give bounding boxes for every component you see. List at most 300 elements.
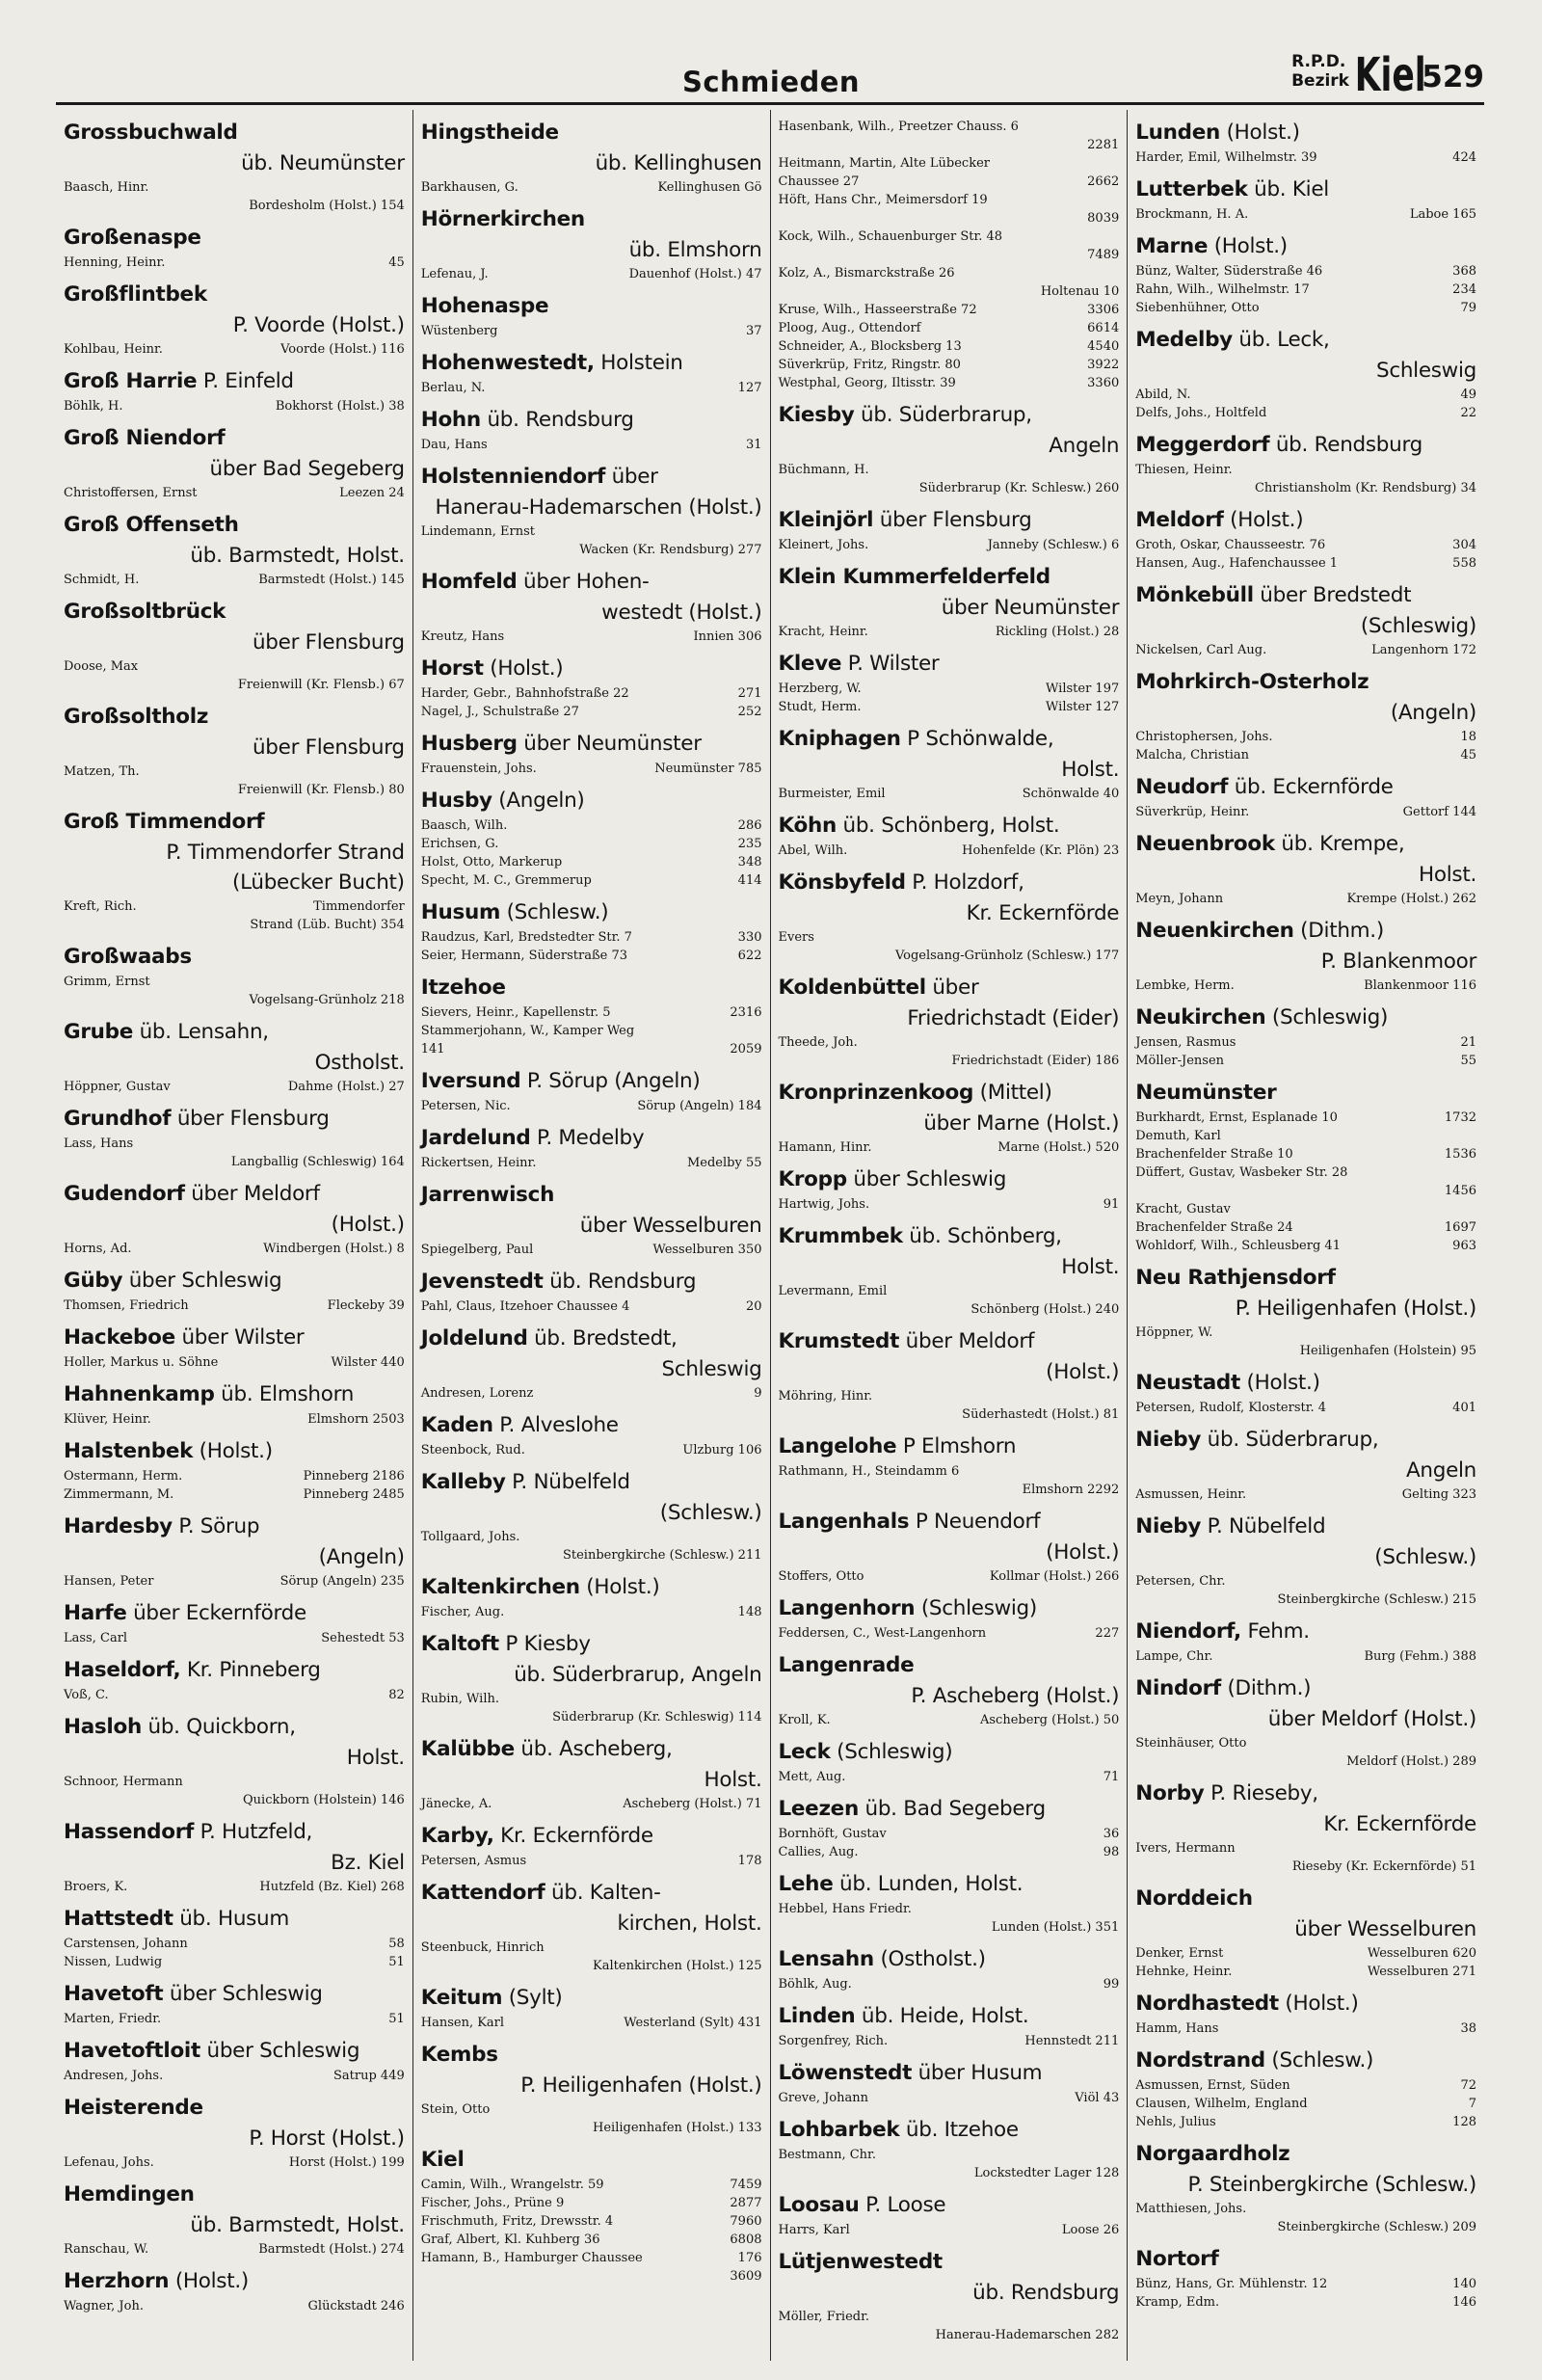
postal-note: P Schönwalde, [900, 727, 1054, 751]
smith-entry [64, 2153, 405, 2172]
smith-name: Kroll, K. [778, 1713, 831, 1727]
postal-note-continued: P. Heiligenhafen (Holst.) [1235, 1297, 1476, 1321]
place-name: Jarrenwisch [420, 1183, 555, 1207]
place-heading [1135, 1263, 1476, 1324]
place-entry [64, 366, 405, 415]
phone-info: Sehestedt 53 [321, 1631, 405, 1645]
smith-entry [64, 916, 405, 934]
smith-name: Klüver, Heinr. [64, 1412, 151, 1427]
smith-name: Hamann, B., Hamburger Chaussee [420, 2251, 643, 2265]
phone-info: Steinbergkirche (Schlesw.) 209 [1277, 2220, 1476, 2234]
phone-info: Elmshorn 2292 [1022, 1483, 1120, 1497]
place-heading [64, 223, 405, 254]
place-heading [1135, 1673, 1476, 1734]
postal-note: (Holst.) [193, 1439, 273, 1463]
phone-info: 140 [1452, 2277, 1476, 2291]
phone-info: 51 [388, 1955, 405, 1969]
phone-info: Loose 26 [1061, 2223, 1120, 2237]
smith-name: Düffert, Gustav, Wasbeker Str. 28 [1135, 1165, 1348, 1180]
smith-name: Doose, Max [64, 659, 139, 674]
smith-entry [64, 991, 405, 1009]
directory-columns [56, 110, 1484, 2361]
smith-entry [779, 1843, 1120, 1861]
smith-entry [1135, 728, 1476, 746]
place-entry [421, 1734, 762, 1813]
place-heading [64, 2093, 405, 2153]
postal-note: (Mittel) [973, 1081, 1052, 1105]
smith-entry [421, 1441, 762, 1459]
smith-name: Höft, Hans Chr., Meimersdorf 19 [778, 193, 988, 207]
postal-note: über Schleswig [846, 1167, 1007, 1191]
phone-info: Hennstedt 211 [1024, 2034, 1120, 2048]
smith-entry [421, 1528, 762, 1546]
smith-entry [1135, 262, 1476, 281]
place-heading [421, 1983, 762, 2014]
postal-note: (Dithm.) [1293, 919, 1384, 943]
smith-entry [779, 2164, 1120, 2182]
place-heading [779, 1650, 1120, 1711]
phone-info: 401 [1452, 1401, 1476, 1415]
place-name: Haseldorf, [64, 1658, 181, 1682]
phone-info: Barmstedt (Holst.) 274 [258, 2242, 405, 2257]
phone-info: Kollmar (Holst.) 266 [989, 1569, 1120, 1584]
smith-name: Thomsen, Friedrich [64, 1298, 189, 1313]
smith-name: Kleinert, Johs. [778, 538, 869, 552]
place-heading [421, 973, 762, 1003]
smith-entry [421, 2119, 762, 2137]
place-name: Kalübbe [420, 1737, 515, 1761]
phone-info: 271 [737, 686, 762, 701]
place-heading [779, 724, 1120, 785]
place-entry [64, 2179, 405, 2259]
place-name: Kiesby [778, 403, 855, 427]
place-heading [421, 1821, 762, 1852]
smith-entry [1135, 1033, 1476, 1052]
phone-info: Süderbrarup (Kr. Schleswig) 114 [552, 1710, 762, 1725]
smith-name: Ploog, Aug., Ottendorf [778, 321, 921, 335]
place-name: Kalleby [420, 1470, 506, 1494]
phone-info: Bordesholm (Holst.) 154 [249, 199, 405, 213]
smith-name: Petersen, Chr. [1135, 1574, 1226, 1589]
place-entry [421, 1821, 762, 1870]
smith-name: Sorgenfrey, Rich. [778, 2034, 889, 2048]
smith-entry [421, 265, 762, 283]
postal-note: üb. Lensahn, [133, 1020, 269, 1044]
phone-info: Burg (Fehm.) 388 [1364, 1649, 1476, 1664]
smith-name: Kracht, Gustav [1135, 1202, 1231, 1217]
phone-info: Heiligenhafen (Holstein) 95 [1299, 1344, 1476, 1358]
smith-entry [1135, 148, 1476, 167]
postal-note: (Holst.) [1220, 120, 1300, 145]
smith-entry [779, 173, 1120, 191]
phone-info: Strand (Lüb. Bucht) 354 [250, 918, 405, 932]
postal-note-continued: über Marne (Holst.) [923, 1111, 1120, 1136]
place-name: Lensahn [778, 1947, 874, 1971]
smith-entry [64, 484, 405, 502]
phone-info: Vogelsang-Grünholz 218 [249, 993, 405, 1007]
place-name: Hörnerkirchen [420, 207, 585, 231]
smith-entry [64, 1135, 405, 1153]
smith-name: Rubin, Wilh. [420, 1692, 499, 1706]
phone-info: 72 [1460, 2078, 1476, 2093]
place-name: Jardelund [420, 1126, 531, 1150]
smith-name: Hehnke, Heinr. [1135, 1965, 1233, 1979]
smith-name: 141 [420, 1042, 445, 1056]
phone-info: Horst (Holst.) 199 [288, 2155, 405, 2170]
place-entry [1135, 1884, 1476, 1981]
postal-note: (Dithm.) [1220, 1676, 1312, 1700]
smith-entry [64, 2067, 405, 2085]
smith-entry [64, 657, 405, 676]
smith-name: Andresen, Lorenz [420, 1386, 534, 1401]
phone-info: 330 [737, 930, 762, 945]
smith-name: Fischer, Aug. [420, 1605, 505, 1619]
smith-name: Herzberg, W. [778, 682, 862, 696]
smith-entry [421, 2267, 762, 2286]
phone-info: Elmshorn 2503 [307, 1412, 405, 1427]
smith-entry [1135, 2200, 1476, 2218]
smith-name: Lampe, Chr. [1135, 1649, 1213, 1664]
postal-note-continued: Angeln [1049, 434, 1120, 458]
place-name: Nieby [1135, 1514, 1202, 1538]
smith-entry [421, 2014, 762, 2032]
postal-note-continued: Schleswig [1375, 359, 1476, 383]
smith-name: Harrs, Karl [778, 2223, 850, 2237]
place-heading [779, 868, 1120, 928]
place-entry [779, 1794, 1120, 1861]
phone-info: Wacken (Kr. Rendsburg) 277 [579, 543, 762, 557]
phone-info: 7 [1468, 2097, 1476, 2111]
smith-entry [779, 246, 1120, 264]
place-heading [421, 1734, 762, 1795]
smith-entry [779, 1711, 1120, 1729]
postal-note: (Sylt) [502, 1986, 563, 2010]
place-heading [64, 510, 405, 571]
place-name: Grundhof [64, 1107, 172, 1131]
place-entry [1135, 1778, 1476, 1876]
smith-name: Büchmann, H. [778, 463, 869, 477]
postal-note: üb. Heide, Holst. [855, 2004, 1029, 2028]
smith-name: Ivers, Hermann [1135, 1841, 1236, 1856]
place-entry [779, 973, 1120, 1070]
place-name: Hassendorf [64, 1820, 195, 1844]
place-heading [64, 118, 405, 178]
smith-entry [421, 2100, 762, 2119]
smith-entry [779, 1052, 1120, 1070]
smith-name: Spiegelberg, Paul [420, 1243, 534, 1257]
place-heading [421, 567, 762, 628]
smith-name: Brockmann, H. A. [1135, 207, 1249, 222]
place-heading [779, 1593, 1120, 1624]
smith-name: Erichsen, G. [420, 837, 499, 851]
smith-entry [1135, 2076, 1476, 2095]
place-name: Homfeld [420, 570, 518, 594]
place-entry [779, 1737, 1120, 1786]
smith-entry [421, 816, 762, 835]
place-entry [1135, 1003, 1476, 1070]
phone-info: Wilster 127 [1046, 700, 1120, 714]
place-heading [1135, 916, 1476, 976]
smith-entry [779, 301, 1120, 319]
postal-note: P. Nübelfeld [505, 1470, 630, 1494]
postal-note: über Hohen- [517, 570, 650, 594]
place-entry [64, 807, 405, 934]
smith-entry [64, 1572, 405, 1591]
place-heading [779, 1794, 1120, 1825]
place-name: Kaden [420, 1413, 493, 1437]
smith-name: Levermann, Emil [778, 1284, 888, 1298]
postal-note: P. Wilster [841, 652, 940, 676]
page-header [58, 27, 1484, 102]
postal-note-continued: üb. Elmshorn [628, 238, 762, 262]
place-heading [1135, 1511, 1476, 1572]
place-heading [64, 1379, 405, 1410]
place-heading [421, 654, 762, 684]
phone-info: Süderhastedt (Holst.) 81 [962, 1407, 1120, 1422]
place-heading [421, 1629, 762, 1690]
postal-note: üb. Lunden, Holst. [833, 1872, 1024, 1896]
place-name: Kleinjörl [778, 508, 874, 532]
place-heading [421, 897, 762, 928]
smith-name: Raudzus, Karl, Bredstedter Str. 7 [420, 930, 632, 945]
phone-info: 37 [745, 324, 762, 338]
place-entry [779, 1326, 1120, 1424]
smith-entry [779, 337, 1120, 356]
smith-entry [64, 1078, 405, 1096]
postal-note: P. Sörup [172, 1514, 260, 1538]
smith-entry [421, 522, 762, 541]
place-heading [64, 1598, 405, 1629]
place-name: Hattstedt [64, 1907, 173, 1931]
smith-entry [779, 374, 1120, 392]
smith-name: Sievers, Heinr., Kapellenstr. 5 [420, 1005, 611, 1020]
phone-info: Christiansholm (Kr. Rendsburg) 34 [1254, 481, 1476, 495]
smith-entry [779, 1768, 1120, 1786]
phone-info: 227 [1095, 1626, 1120, 1641]
smith-name: Delfs, Johs., Holtfeld [1135, 406, 1267, 420]
smith-name: Lindemann, Ernst [420, 524, 535, 539]
smith-name: Möller, Friedr. [778, 2310, 870, 2324]
smith-entry [1135, 299, 1476, 317]
postal-note: über Eckernförde [126, 1601, 306, 1625]
place-name: Horst [420, 656, 484, 681]
place-entry [1135, 1511, 1476, 1609]
place-entry [1135, 174, 1476, 224]
place-name: Groß Harrie [64, 369, 198, 393]
smith-name: Bünz, Walter, Süderstraße 46 [1135, 264, 1323, 279]
smith-name: Lass, Hans [64, 1137, 134, 1151]
smith-name: Andresen, Johs. [64, 2069, 164, 2083]
phone-info: 286 [737, 818, 762, 833]
phone-info: Steinbergkirche (Schlesw.) 211 [562, 1548, 762, 1563]
smith-entry [1135, 976, 1476, 995]
smith-entry [1135, 1324, 1476, 1342]
smith-name: Lefenau, Johs. [64, 2155, 154, 2170]
smith-entry [64, 397, 405, 415]
place-name: Harfe [64, 1601, 127, 1625]
place-heading [64, 366, 405, 397]
phone-info: Bokhorst (Holst.) 38 [275, 399, 405, 414]
place-entry [64, 1511, 405, 1591]
phone-info: Hutzfeld (Bz. Kiel) 268 [259, 1880, 405, 1894]
smith-name: Petersen, Rudolf, Klosterstr. 4 [1135, 1401, 1327, 1415]
place-heading [64, 2036, 405, 2067]
place-entry [64, 942, 405, 1009]
place-heading [421, 291, 762, 322]
smith-name: Rahn, Wilh., Wilhelmstr. 17 [1135, 282, 1310, 297]
postal-note: üb. Itzehoe [899, 2118, 1019, 2142]
phone-info: 99 [1103, 1977, 1120, 1992]
smith-entry [421, 2231, 762, 2249]
place-entry [421, 1878, 762, 1975]
place-entry [779, 118, 1120, 392]
phone-info: 2281 [1087, 138, 1120, 152]
place-name: Havetoftloit [64, 2039, 200, 2063]
postal-note: über [925, 976, 979, 1000]
smith-entry [1135, 2218, 1476, 2236]
postal-note: üb. Eckernförde [1228, 775, 1394, 799]
place-name: Mönkebüll [1135, 583, 1254, 607]
place-entry [64, 1712, 405, 1809]
place-name: Hohn [420, 408, 481, 432]
smith-name: Burmeister, Emil [778, 787, 886, 801]
place-name: Iversund [420, 1069, 521, 1093]
smith-name: Petersen, Asmus [420, 1854, 527, 1868]
place-heading [779, 1164, 1120, 1195]
place-heading [779, 2001, 1120, 2032]
postal-note-continued: Ostholst. [314, 1051, 405, 1075]
smith-name: Petersen, Nic. [420, 1099, 511, 1113]
place-heading [421, 729, 762, 760]
place-heading [64, 1817, 405, 1878]
smith-entry [1135, 1127, 1476, 1145]
smith-entry [421, 853, 762, 871]
phone-info: Wesselburen 271 [1367, 1965, 1476, 1979]
place-name: Nordstrand [1135, 2048, 1265, 2072]
smith-name: Schmidt, H. [64, 573, 140, 587]
smith-entry [779, 2221, 1120, 2239]
postal-note: P. Alveslohe [492, 1413, 619, 1437]
smith-name: Schnoor, Hermann [64, 1775, 183, 1789]
smith-entry [779, 136, 1120, 154]
phone-info: 22 [1460, 406, 1476, 420]
place-heading [1135, 1778, 1476, 1839]
phone-info: 20 [745, 1299, 762, 1314]
place-name: Halstenbek [64, 1439, 194, 1463]
smith-entry [1135, 746, 1476, 764]
phone-info: Friedrichstadt (Eider) 186 [951, 1054, 1120, 1068]
smith-name: Wüstenberg [420, 324, 498, 338]
place-heading [421, 1878, 762, 1939]
postal-note-continued: üb. Barmstedt, Holst. [190, 2213, 405, 2237]
place-entry [421, 729, 762, 778]
smith-entry [779, 264, 1120, 282]
place-entry [1135, 1078, 1476, 1255]
place-heading [64, 423, 405, 484]
place-name: Leck [778, 1740, 831, 1764]
smith-name: Böhlk, H. [64, 399, 123, 414]
smith-name: Matzen, Th. [64, 764, 140, 779]
phone-info: Lunden (Holst.) 351 [991, 1920, 1120, 1935]
postal-note-continued: über Wesselburen [579, 1214, 762, 1238]
place-heading [779, 973, 1120, 1033]
place-heading [779, 2190, 1120, 2221]
place-heading [64, 1436, 405, 1467]
place-entry [779, 1593, 1120, 1643]
place-entry [779, 562, 1120, 641]
smith-entry [64, 781, 405, 799]
smith-name: Kracht, Heinr. [778, 625, 868, 639]
postal-note: üb. Kiel [1247, 177, 1329, 201]
place-name: Mohrkirch-Osterholz [1135, 670, 1369, 694]
smith-entry [1135, 1145, 1476, 1163]
phone-info: 127 [737, 381, 762, 395]
place-heading [779, 1221, 1120, 1282]
smith-name: Groth, Oskar, Chausseestr. 76 [1135, 538, 1326, 552]
phone-info: 234 [1452, 282, 1476, 297]
smith-entry [779, 1900, 1120, 1918]
place-heading [64, 942, 405, 973]
place-entry [779, 1869, 1120, 1937]
place-name: Klein Kummerfelderfeld [778, 565, 1050, 589]
postal-note-continued: (Holst.) [331, 1213, 405, 1237]
place-name: Großwaabs [64, 945, 192, 969]
smith-name: Chaussee 27 [778, 174, 860, 189]
postal-note: üb. Elmshorn [214, 1382, 355, 1406]
smith-entry [1135, 281, 1476, 299]
place-name: Husberg [420, 732, 518, 756]
smith-name: Frauenstein, Johs. [420, 762, 537, 776]
smith-name: Brachenfelder Straße 24 [1135, 1220, 1293, 1235]
place-heading [421, 1572, 762, 1603]
place-name: Kronprinzenkoog [778, 1081, 974, 1105]
smith-entry [421, 1795, 762, 1813]
column-3 [770, 110, 1128, 2361]
place-name: Karby, [420, 1824, 494, 1848]
place-entry [421, 1410, 762, 1459]
smith-entry [1135, 1858, 1476, 1876]
smith-entry [1135, 803, 1476, 821]
postal-note-continued: westedt (Holst.) [601, 601, 762, 625]
phone-info: Kellinghusen Gö [657, 180, 762, 195]
place-heading [1135, 772, 1476, 803]
place-heading [1135, 2046, 1476, 2076]
smith-name: Hamann, Hinr. [778, 1140, 872, 1155]
place-name: Grossbuchwald [64, 120, 238, 145]
place-entry [421, 204, 762, 283]
smith-name: Lass, Carl [64, 1631, 128, 1645]
postal-note: Fehm. [1240, 1619, 1310, 1644]
place-heading [64, 1266, 405, 1297]
postal-note-continued: P. Steinbergkirche (Schlesw.) [1187, 2173, 1476, 2197]
phone-info: 2059 [730, 1042, 762, 1056]
smith-entry [779, 1033, 1120, 1052]
smith-name: Asmussen, Ernst, Süden [1135, 2078, 1290, 2093]
place-name: Hardesby [64, 1514, 173, 1538]
smith-name: Nissen, Ludwig [64, 1955, 163, 1969]
smith-entry [64, 254, 405, 272]
place-entry [64, 423, 405, 502]
postal-note-continued: P. Blankenmoor [1320, 949, 1476, 974]
place-heading [779, 2115, 1120, 2146]
place-entry [779, 2190, 1120, 2239]
smith-name: Hansen, Karl [420, 2016, 505, 2030]
smith-entry [421, 835, 762, 853]
smith-entry [1135, 479, 1476, 497]
place-name: Lunden [1135, 120, 1221, 145]
smith-entry [1135, 1182, 1476, 1200]
postal-note: über Meldorf [184, 1182, 320, 1206]
